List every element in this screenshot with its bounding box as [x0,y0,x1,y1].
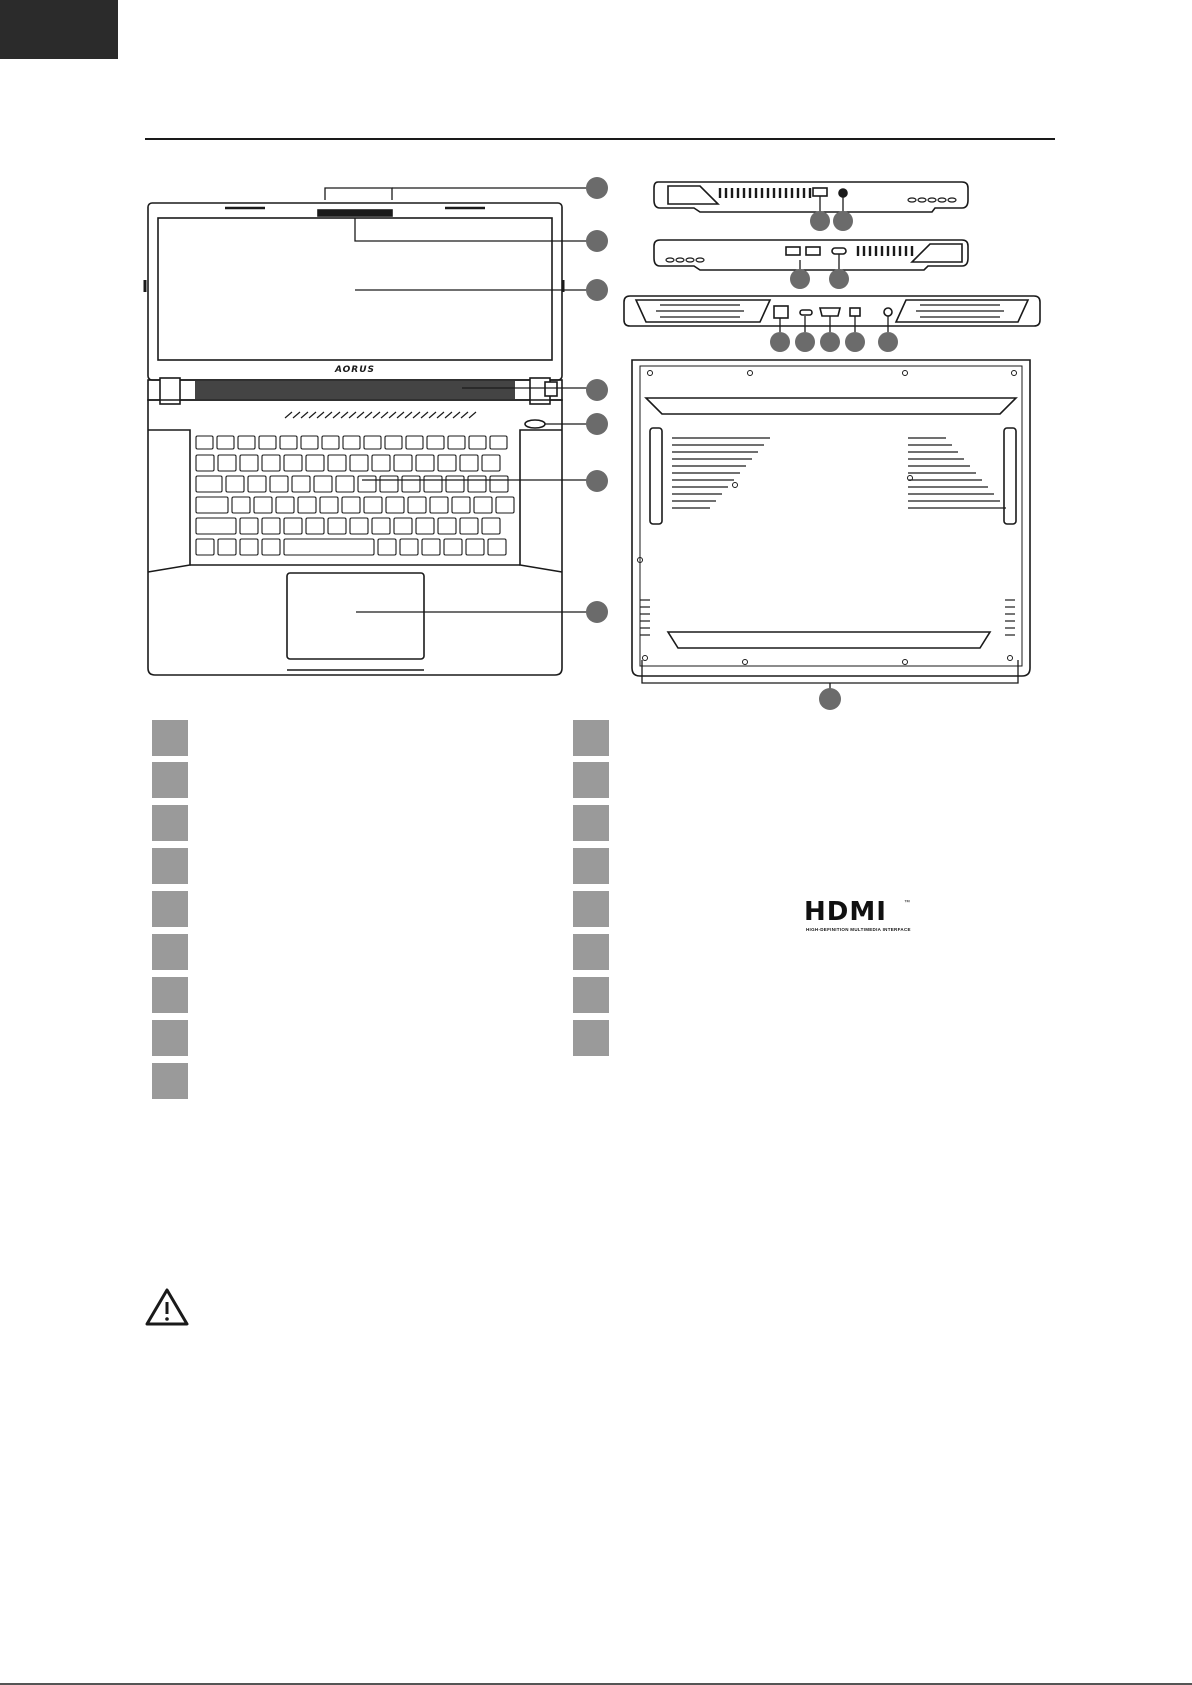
keyboard-key[interactable] [482,518,500,534]
keyboard-key[interactable] [402,476,420,492]
keyboard-key[interactable] [350,518,368,534]
legend-box [152,891,188,927]
hdmi-logo [804,898,914,934]
legend-box [152,762,188,798]
keyboard-key[interactable] [438,455,456,471]
bottom-view [632,360,1030,683]
legend-box [573,848,609,884]
usb-a-port-right-2 [806,247,820,255]
keyboard-key[interactable] [372,518,390,534]
legend-box [152,805,188,841]
side-view-right [654,240,968,270]
mini-displayport [850,308,860,316]
callout-dot [833,211,853,231]
dc-in-jack [884,308,892,316]
keyboard-key[interactable] [196,476,222,492]
keyboard-key[interactable] [474,497,492,513]
legend-box [152,977,188,1013]
keyboard-key[interactable] [306,455,324,471]
legend-box [573,934,609,970]
keyboard-key[interactable] [385,436,402,449]
keyboard-key[interactable] [422,539,440,555]
keyboard-key[interactable] [217,436,234,449]
keyboard-key[interactable] [372,455,390,471]
callout-dot [795,332,815,352]
callout-dot [820,332,840,352]
keyboard-key[interactable] [408,497,426,513]
keyboard-key[interactable] [378,539,396,555]
callout-dot [586,470,608,492]
keyboard-key[interactable] [328,455,346,471]
warning-triangle-icon [144,1287,190,1327]
keyboard-key[interactable] [427,436,444,449]
keyboard-key[interactable] [248,476,266,492]
keyboard-key[interactable] [298,497,316,513]
keyboard-key[interactable] [218,455,236,471]
keyboard-key[interactable] [314,476,332,492]
touchpad[interactable] [287,573,424,659]
keyboard-key[interactable] [490,476,508,492]
legend-box [152,1020,188,1056]
legend-box [573,805,609,841]
callout-dot [586,413,608,435]
legend-box [152,720,188,756]
keyboard-key[interactable] [196,539,214,555]
keyboard-key[interactable] [416,455,434,471]
keyboard-key[interactable] [336,476,354,492]
legend-box [573,891,609,927]
callout-dot [770,332,790,352]
legend-box [152,848,188,884]
keyboard-key[interactable] [394,455,412,471]
keyboard-key[interactable] [343,436,360,449]
legend-box [152,934,188,970]
keyboard-key[interactable] [262,518,280,534]
keyboard-key[interactable] [232,497,250,513]
keyboard-key[interactable] [218,539,236,555]
keyboard-key[interactable] [469,436,486,449]
keyboard-key[interactable] [488,539,506,555]
usb-a-port-right-1 [786,247,800,255]
lid-logo: AORUS [334,365,376,375]
usb-c-port-rear [800,310,812,315]
keyboard-key[interactable] [380,476,398,492]
audio-jack [839,189,847,197]
keyboard-key[interactable] [240,518,258,534]
keyboard-key[interactable] [452,497,470,513]
keyboard-key[interactable] [270,476,288,492]
callout-dot [845,332,865,352]
legend-box [573,720,609,756]
keyboard-key[interactable] [460,455,478,471]
usb-a-port-left [813,188,827,196]
keyboard-key[interactable] [262,455,280,471]
keyboard-key[interactable] [226,476,244,492]
callout-dot [586,177,608,199]
keyboard-key[interactable] [284,539,374,555]
legend-box [573,762,609,798]
callout-dot [586,230,608,252]
keyboard-key[interactable] [496,497,514,513]
keyboard-key[interactable] [284,518,302,534]
keyboard-key[interactable] [262,539,280,555]
hdmi-trademark: ™ [904,900,910,906]
keyboard-key[interactable] [416,518,434,534]
keyboard-key[interactable] [444,539,462,555]
laptop-lid [145,203,563,380]
palmrest-vent [285,412,476,418]
keyboard-key[interactable] [306,518,324,534]
keyboard-key[interactable] [196,455,214,471]
keyboard-key[interactable] [301,436,318,449]
keyboard-key[interactable] [490,436,507,449]
usb-c-port-right [832,248,846,254]
keyboard-key[interactable] [284,455,302,471]
keyboard-key[interactable] [350,455,368,471]
keyboard-key[interactable] [240,539,258,555]
keyboard-key[interactable] [292,476,310,492]
laptop-base [148,400,562,675]
keyboard-key[interactable] [394,518,412,534]
callout-dot [829,269,849,289]
callout-dot [790,269,810,289]
side-view-left [654,182,968,212]
keyboard-key[interactable] [196,436,213,449]
keyboard-key[interactable] [240,455,258,471]
keyboard-key[interactable] [254,497,272,513]
keyboard-key[interactable] [430,497,448,513]
rear-view [624,296,1040,326]
keyboard-key[interactable] [322,436,339,449]
keyboard-key[interactable] [482,455,500,471]
callout-dot [878,332,898,352]
keyboard-key[interactable] [406,436,423,449]
keyboard-key[interactable] [280,436,297,449]
keyboard-key[interactable] [342,497,360,513]
keyboard-key[interactable] [320,497,338,513]
rj45-port [774,306,788,318]
keyboard-key[interactable] [196,497,228,513]
legend-box [573,977,609,1013]
callout-dot [810,211,830,231]
legend-box [152,1063,188,1099]
keyboard-key[interactable] [259,436,276,449]
keyboard-key[interactable] [438,518,456,534]
hdmi-tagline: HIGH-DEFINITION MULTIMEDIA INTERFACE [806,927,911,932]
callout-dot [586,379,608,401]
keyboard-key[interactable] [424,476,442,492]
keyboard-key[interactable] [446,476,464,492]
keyboard-key[interactable] [460,518,478,534]
keyboard-key[interactable] [468,476,486,492]
keyboard[interactable] [196,436,514,555]
callout-dot [586,601,608,623]
keyboard-key[interactable] [328,518,346,534]
callout-dot [586,279,608,301]
legend-box [573,1020,609,1056]
keyboard-key[interactable] [364,436,381,449]
keyboard-key[interactable] [276,497,294,513]
callout-dot [819,688,841,710]
keyboard-key[interactable] [358,476,376,492]
keyboard-key[interactable] [400,539,418,555]
keyboard-key[interactable] [386,497,404,513]
hdmi-port [820,308,840,316]
keyboard-key[interactable] [238,436,255,449]
keyboard-key[interactable] [364,497,382,513]
hdmi-logo-word: HDMI [804,897,887,927]
keyboard-key[interactable] [466,539,484,555]
power-button[interactable] [525,420,545,428]
keyboard-key[interactable] [196,518,236,534]
keyboard-key[interactable] [448,436,465,449]
